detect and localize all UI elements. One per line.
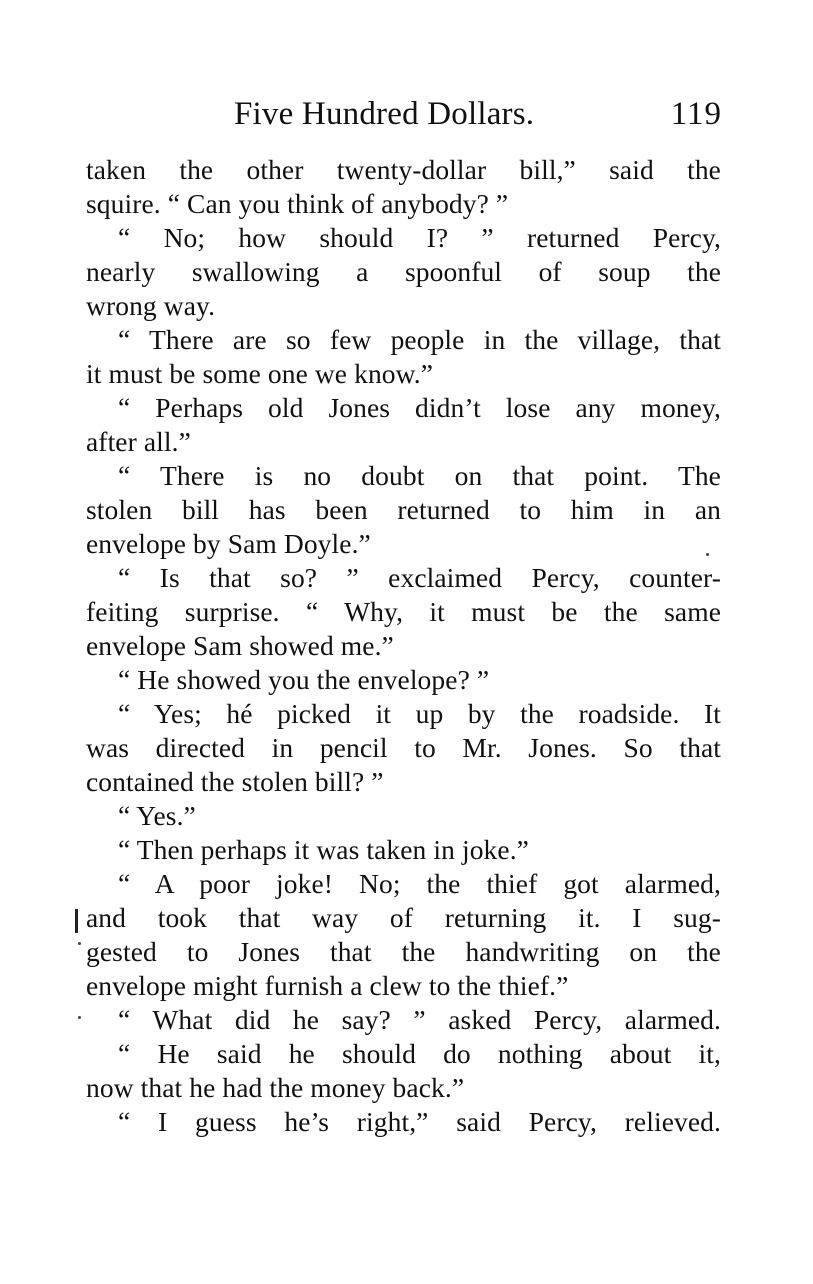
text-line: feiting surprise. “ Why, it must be the same [86, 596, 721, 627]
text-line: “ There are so few people in the village, that [118, 324, 721, 355]
text-line: “ Perhaps old Jones didn’t lose any money, [118, 392, 721, 423]
text-line: “ What did he say? ” asked Percy, alarmed. [118, 1004, 721, 1035]
page-header [86, 96, 726, 140]
text-line: it must be some one we know.” [86, 358, 434, 389]
text-line: “ Yes; hé picked it up by the roadside. It [118, 698, 721, 729]
text-line: contained the stolen bill? ” [86, 766, 384, 797]
text-line: wrong way. [86, 290, 216, 321]
text-line: nearly swallowing a spoonful of soup the [86, 256, 721, 287]
text-line: “ There is no doubt on that point. The [118, 460, 721, 491]
body-text [86, 153, 721, 1139]
text-line: “ Is that so? ” exclaimed Percy, counter- [118, 562, 721, 593]
text-line: envelope might furnish a clew to the thief.” [86, 970, 569, 1001]
text-line: was directed in pencil to Mr. Jones. So that [86, 732, 721, 763]
text-line: after all.” [86, 426, 191, 457]
margin-mark [75, 909, 78, 933]
speck [78, 942, 81, 945]
text-line: squire. “ Can you think of anybody? ” [86, 188, 509, 219]
text-line: stolen bill has been returned to him in an [86, 494, 721, 525]
text-line: envelope by Sam Doyle.” [86, 528, 371, 559]
text-line: “ Then perhaps it was taken in joke.” [118, 834, 529, 865]
text-line: “ He said he should do nothing about it, [118, 1038, 721, 1069]
speck [706, 553, 709, 556]
text-line: now that he had the money back.” [86, 1072, 465, 1103]
running-head: Five Hundred Dollars. [234, 96, 535, 132]
text-line: “ No; how should I? ” returned Percy, [118, 222, 721, 253]
text-line: “ I guess he’s right,” said Percy, relieved. [118, 1106, 721, 1137]
text-line: “ Yes.” [118, 800, 196, 831]
page-number: 119 [670, 96, 722, 132]
speck [78, 1016, 81, 1019]
text-line: gested to Jones that the handwriting on the [86, 936, 721, 967]
text-line: envelope Sam showed me.” [86, 630, 394, 661]
text-line: taken the other twenty-dollar bill,” said the [86, 154, 721, 185]
text-line: “ He showed you the envelope? ” [118, 664, 490, 695]
text-line: and took that way of returning it. I sug- [86, 902, 721, 933]
text-line: “ A poor joke! No; the thief got alarmed, [118, 868, 721, 899]
